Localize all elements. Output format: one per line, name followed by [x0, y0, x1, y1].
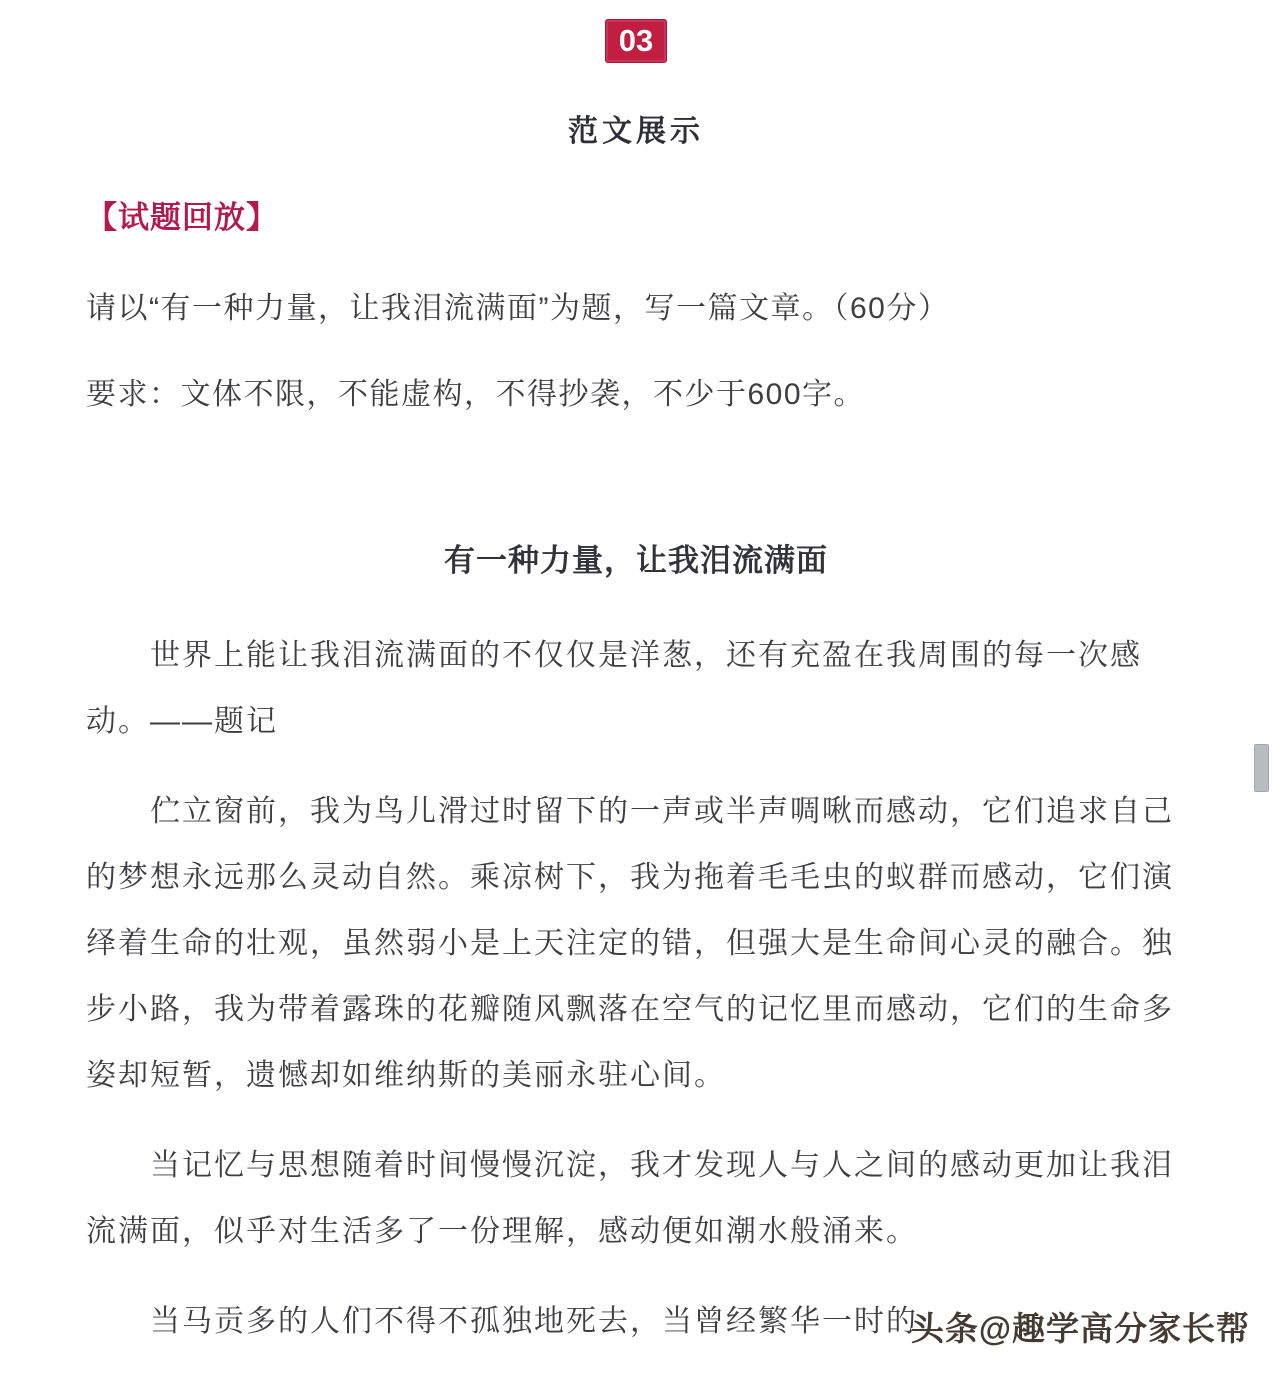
- scrollbar-thumb[interactable]: [1254, 744, 1269, 792]
- section-number-badge: 03: [606, 20, 666, 62]
- essay-line: 的梦想永远那么灵动自然。乘凉树下，我为拖着毛毛虫的蚁群而感动，它们演: [86, 861, 1174, 894]
- essay-line: 世界上能让我泪流满面的不仅仅是洋葱，还有充盈在我周围的每一次感: [150, 639, 1142, 672]
- section-number-row: [86, 20, 1186, 62]
- exam-prompt-text: 请以“有一种力量，让我泪流满面”为题，写一篇文章。（60分）: [86, 292, 950, 325]
- essay-paragraph: [86, 779, 1186, 1109]
- essay-line: 姿却短暂，遗憾却如维纳斯的美丽永驻心间。: [86, 1059, 726, 1092]
- toutiao-watermark: 头条@趣学高分家长帮: [910, 1310, 1250, 1347]
- essay-line: 动。——题记: [86, 705, 278, 738]
- essay-body: [86, 623, 1186, 1355]
- essay-line: 绎着生命的壮观，虽然弱小是上天注定的错，但强大是生命间心灵的融合。独: [86, 927, 1174, 960]
- essay-line: 当记忆与思想随着时间慢慢沉淀，我才发现人与人之间的感动更加让我泪: [150, 1149, 1174, 1182]
- essay-line: 伫立窗前，我为鸟儿滑过时留下的一声或半声啁啾而感动，它们追求自己: [150, 795, 1174, 828]
- exam-requirements-text: 要求：文体不限，不能虚构，不得抄袭，不少于600字。: [86, 378, 866, 411]
- essay-line: 步小路，我为带着露珠的花瓣随风飘落在空气的记忆里而感动，它们的生命多: [86, 993, 1174, 1026]
- exam-recall-label: 【试题回放】: [86, 200, 278, 235]
- essay-title: 有一种力量，让我泪流满面: [444, 543, 828, 578]
- essay-paragraph: [86, 1133, 1186, 1265]
- essay-paragraph: [86, 623, 1186, 755]
- scrollbar-track[interactable]: [1252, 0, 1272, 1374]
- essay-line: 当马贡多的人们不得不孤独地死去，当曾经繁华一时的: [150, 1305, 918, 1338]
- essay-line: 流满面，似乎对生活多了一份理解，感动便如潮水般涌来。: [86, 1215, 918, 1248]
- section-title: 范文展示: [568, 115, 704, 148]
